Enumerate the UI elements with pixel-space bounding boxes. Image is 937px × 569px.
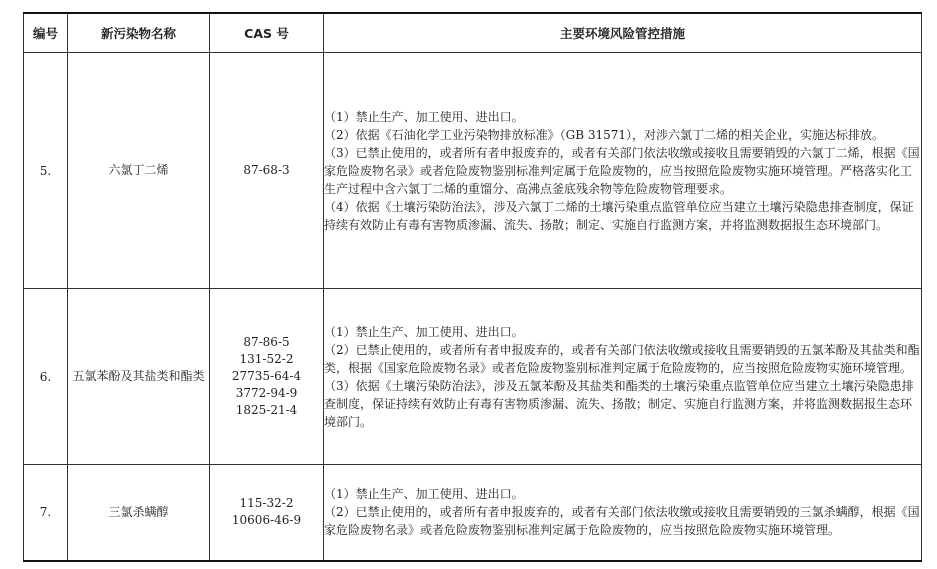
cas-number: 115-32-2 [239, 496, 294, 511]
cas-number: 1825-21-4 [235, 403, 298, 417]
cas-number: 131-52-2 [239, 352, 294, 366]
header-cas-number: CAS 号 [210, 13, 324, 53]
measure-item: （2）依据《石油化学工业污染物排放标准》（GB 31571），对涉六氯丁二烯的相关企业，实施达标排放。 [324, 127, 885, 142]
header-control-measures: 主要环境风险管控措施 [324, 13, 922, 53]
measure-item: （2）已禁止使用的，或者所有者申报废弃的，或者有关部门依法收缴或接收且需要销毁的五氯苯酚及其盐类和酯类，根据《国家危险废物名录》或者危险废物鉴别标准判定属于危险废物的，应当按照危险废物实施环境管理。 [324, 342, 920, 375]
row-number: 7. [24, 465, 68, 561]
measures-cell [324, 289, 922, 465]
pollutant-name: 五氯苯酚及其盐类和酯类 [68, 289, 210, 465]
measure-item: （1）禁止生产、加工使用、进出口。 [324, 324, 524, 339]
measure-item: （3）依据《土壤污染防治法》，涉及五氯苯酚及其盐类和酯类的土壤污染重点监管单位应当建立土壤污染隐患排查制度，保证持续有效防止有毒有害物质渗漏、流失、扬散；制定、实施自行监测方案，并将监测数据报生态环境部门。 [324, 378, 914, 429]
cas-number: 27735-64-4 [231, 369, 302, 383]
pollutant-name: 三氯杀螨醇 [68, 465, 210, 561]
measure-item: （2）已禁止使用的，或者所有者申报废弃的，或者有关部门依法收缴或接收且需要销毁的三氯杀螨醇，根据《国家危险废物名录》或者危险废物鉴别标准判定属于危险废物的，应当按照危险废物实施环境管理。 [324, 505, 920, 538]
header-row [24, 13, 922, 53]
cas-number: 87-86-5 [243, 335, 290, 349]
row-number: 5. [24, 53, 68, 289]
measure-item: （1）禁止生产、加工使用、进出口。 [324, 109, 524, 124]
table-row [24, 289, 922, 465]
cas-cell [210, 53, 324, 289]
row-number: 6. [24, 289, 68, 465]
measure-item: （3）已禁止使用的，或者所有者申报废弃的，或者有关部门依法收缴或接收且需要销毁的六氯丁二烯，根据《国家危险废物名录》或者危险废物鉴别标准判定属于危险废物的，应当按照危险废物实施环境管理。严格落实化工生产过程中含六氯丁二烯的重馏分、高沸点釜底残余物等危险废物管理要求。 [324, 145, 920, 196]
header-number: 编号 [24, 13, 68, 53]
cas-number: 3772-94-9 [235, 386, 298, 400]
measures-cell [324, 53, 922, 289]
cas-number: 10606-46-9 [231, 513, 302, 528]
pollutant-control-table [23, 12, 922, 562]
table-row [24, 465, 922, 561]
cas-number: 87-68-3 [243, 163, 290, 177]
measures-cell [324, 465, 922, 561]
measure-item: （4）依据《土壤污染防治法》，涉及六氯丁二烯的土壤污染重点监管单位应当建立土壤污染隐患排查制度，保证持续有效防止有毒有害物质渗漏、流失、扬散；制定、实施自行监测方案，并将监测数据报生态环境部门。 [324, 199, 914, 232]
cas-cell [210, 465, 324, 561]
cas-cell [210, 289, 324, 465]
table-row [24, 53, 922, 289]
header-pollutant-name: 新污染物名称 [68, 13, 210, 53]
measure-item: （1）禁止生产、加工使用、进出口。 [324, 487, 524, 502]
pollutant-name: 六氯丁二烯 [68, 53, 210, 289]
